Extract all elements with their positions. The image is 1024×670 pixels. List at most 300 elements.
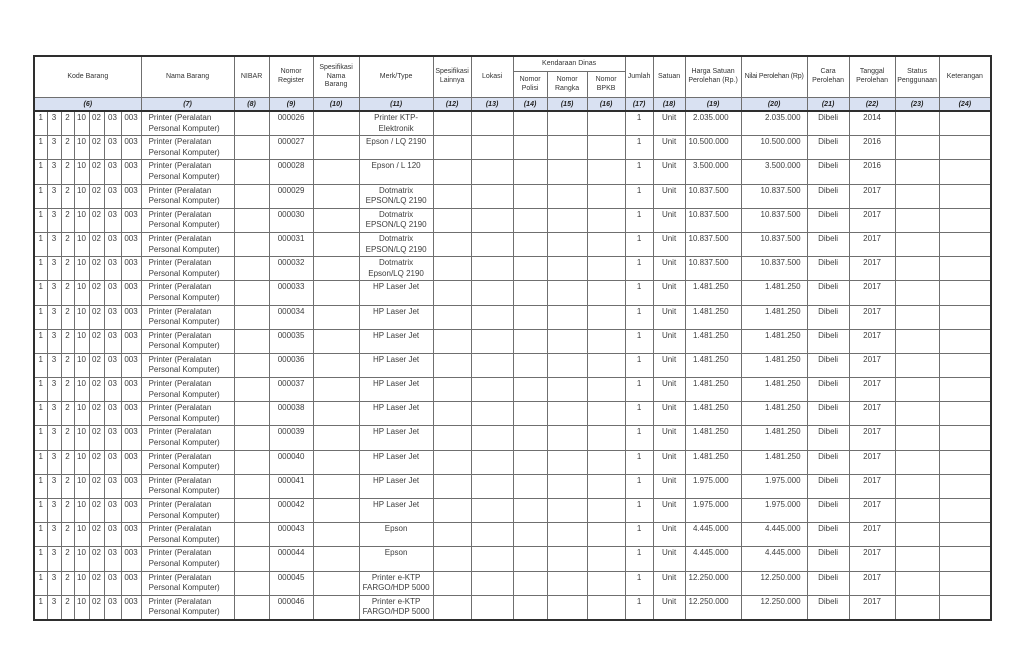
cell-tanggal-perolehan: 2014	[849, 111, 895, 136]
cell-spesifikasi-nama-barang	[313, 450, 359, 474]
colnum-21: (21)	[807, 98, 849, 112]
cell-kode-sub-kelompok: 10	[74, 257, 89, 281]
cell-kode-sub-sub-kelompok: 02	[89, 499, 104, 523]
cell-jumlah: 1	[625, 257, 653, 281]
cell-satuan: Unit	[653, 426, 685, 450]
cell-tanggal-perolehan: 2017	[849, 257, 895, 281]
header-nomor-rangka: Nomor Rangka	[547, 72, 587, 98]
cell-kode-bidang: 3	[47, 111, 61, 136]
cell-status-penggunaan	[895, 160, 939, 184]
cell-spesifikasi-nama-barang	[313, 547, 359, 571]
cell-satuan: Unit	[653, 111, 685, 136]
cell-kode-golongan: 1	[34, 499, 47, 523]
header-group-kendaraan-dinas: Kendaraan Dinas	[513, 56, 625, 72]
cell-kode-kelompok: 2	[61, 474, 74, 498]
cell-harga-satuan-perolehan: 3.500.000	[685, 160, 741, 184]
table-row	[34, 426, 991, 450]
cell-kode-7: 003	[121, 402, 141, 426]
cell-satuan: Unit	[653, 305, 685, 329]
cell-nomor-rangka	[547, 426, 587, 450]
cell-kode-sub-sub-kelompok: 02	[89, 595, 104, 620]
cell-status-penggunaan	[895, 329, 939, 353]
cell-spesifikasi-lainnya	[433, 595, 471, 620]
cell-jumlah: 1	[625, 232, 653, 256]
cell-nomor-rangka	[547, 450, 587, 474]
cell-nilai-perolehan: 2.035.000	[741, 111, 807, 136]
cell-nibar	[234, 571, 269, 595]
cell-kode-sub-kelompok: 10	[74, 547, 89, 571]
cell-status-penggunaan	[895, 353, 939, 377]
cell-nomor-rangka	[547, 353, 587, 377]
cell-tanggal-perolehan: 2017	[849, 329, 895, 353]
cell-cara-perolehan: Dibeli	[807, 257, 849, 281]
cell-nomor-register: 000039	[269, 426, 313, 450]
cell-nilai-perolehan: 1.481.250	[741, 305, 807, 329]
cell-spesifikasi-lainnya	[433, 426, 471, 450]
cell-nama-barang: Printer (Peralatan Personal Komputer)	[141, 450, 234, 474]
cell-cara-perolehan: Dibeli	[807, 232, 849, 256]
cell-nomor-register: 000029	[269, 184, 313, 208]
cell-kode-6: 03	[104, 305, 121, 329]
cell-nomor-polisi	[513, 571, 547, 595]
cell-spesifikasi-lainnya	[433, 160, 471, 184]
cell-harga-satuan-perolehan: 4.445.000	[685, 523, 741, 547]
cell-nomor-bpkb	[587, 160, 625, 184]
cell-kode-6: 03	[104, 184, 121, 208]
cell-nama-barang: Printer (Peralatan Personal Komputer)	[141, 499, 234, 523]
header-cara-perolehan: Cara Perolehan	[807, 56, 849, 98]
cell-kode-7: 003	[121, 281, 141, 305]
cell-keterangan	[939, 208, 991, 232]
cell-kode-kelompok: 2	[61, 402, 74, 426]
cell-tanggal-perolehan: 2017	[849, 571, 895, 595]
cell-spesifikasi-lainnya	[433, 257, 471, 281]
cell-spesifikasi-lainnya	[433, 232, 471, 256]
table-row	[34, 402, 991, 426]
cell-kode-kelompok: 2	[61, 499, 74, 523]
cell-kode-sub-sub-kelompok: 02	[89, 378, 104, 402]
cell-kode-6: 03	[104, 547, 121, 571]
cell-nilai-perolehan: 1.975.000	[741, 499, 807, 523]
cell-status-penggunaan	[895, 595, 939, 620]
cell-nomor-register: 000037	[269, 378, 313, 402]
cell-kode-7: 003	[121, 523, 141, 547]
cell-lokasi	[471, 474, 513, 498]
cell-satuan: Unit	[653, 257, 685, 281]
cell-status-penggunaan	[895, 184, 939, 208]
cell-cara-perolehan: Dibeli	[807, 426, 849, 450]
cell-nomor-register: 000041	[269, 474, 313, 498]
cell-keterangan	[939, 257, 991, 281]
cell-nama-barang: Printer (Peralatan Personal Komputer)	[141, 160, 234, 184]
cell-spesifikasi-lainnya	[433, 111, 471, 136]
asset-table-container	[33, 55, 992, 621]
colnum-15: (15)	[547, 98, 587, 112]
cell-keterangan	[939, 136, 991, 160]
cell-nomor-rangka	[547, 329, 587, 353]
cell-kode-sub-kelompok: 10	[74, 499, 89, 523]
cell-nibar	[234, 232, 269, 256]
cell-lokasi	[471, 160, 513, 184]
cell-nomor-register: 000038	[269, 402, 313, 426]
header-spesifikasi-nama-barang: Spesifikasi Nama Barang	[313, 56, 359, 98]
cell-tanggal-perolehan: 2016	[849, 160, 895, 184]
cell-kode-6: 03	[104, 450, 121, 474]
cell-harga-satuan-perolehan: 1.481.250	[685, 281, 741, 305]
cell-nomor-bpkb	[587, 499, 625, 523]
cell-cara-perolehan: Dibeli	[807, 571, 849, 595]
cell-kode-sub-sub-kelompok: 02	[89, 208, 104, 232]
cell-lokasi	[471, 136, 513, 160]
cell-tanggal-perolehan: 2017	[849, 281, 895, 305]
cell-kode-6: 03	[104, 499, 121, 523]
cell-kode-kelompok: 2	[61, 595, 74, 620]
cell-kode-kelompok: 2	[61, 232, 74, 256]
cell-jumlah: 1	[625, 571, 653, 595]
cell-kode-sub-sub-kelompok: 02	[89, 184, 104, 208]
cell-nomor-bpkb	[587, 232, 625, 256]
cell-kode-sub-sub-kelompok: 02	[89, 547, 104, 571]
cell-kode-golongan: 1	[34, 184, 47, 208]
cell-merk-type: Epson / LQ 2190	[359, 136, 433, 160]
cell-nomor-bpkb	[587, 474, 625, 498]
cell-nomor-register: 000042	[269, 499, 313, 523]
cell-keterangan	[939, 378, 991, 402]
cell-tanggal-perolehan: 2017	[849, 208, 895, 232]
cell-nomor-register: 000045	[269, 571, 313, 595]
cell-nilai-perolehan: 4.445.000	[741, 523, 807, 547]
cell-jumlah: 1	[625, 595, 653, 620]
cell-kode-bidang: 3	[47, 208, 61, 232]
cell-kode-sub-sub-kelompok: 02	[89, 426, 104, 450]
cell-keterangan	[939, 281, 991, 305]
cell-kode-sub-kelompok: 10	[74, 426, 89, 450]
cell-kode-sub-sub-kelompok: 02	[89, 111, 104, 136]
header-nomor-polisi: Nomor Polisi	[513, 72, 547, 98]
cell-nomor-rangka	[547, 474, 587, 498]
cell-kode-kelompok: 2	[61, 547, 74, 571]
cell-nomor-polisi	[513, 474, 547, 498]
cell-kode-bidang: 3	[47, 523, 61, 547]
cell-satuan: Unit	[653, 474, 685, 498]
cell-kode-6: 03	[104, 232, 121, 256]
cell-keterangan	[939, 523, 991, 547]
cell-harga-satuan-perolehan: 10.500.000	[685, 136, 741, 160]
asset-inventory-table	[33, 55, 992, 621]
cell-harga-satuan-perolehan: 1.975.000	[685, 474, 741, 498]
cell-merk-type: HP Laser Jet	[359, 329, 433, 353]
cell-kode-7: 003	[121, 353, 141, 377]
cell-spesifikasi-nama-barang	[313, 595, 359, 620]
cell-tanggal-perolehan: 2017	[849, 402, 895, 426]
cell-nama-barang: Printer (Peralatan Personal Komputer)	[141, 353, 234, 377]
cell-kode-sub-sub-kelompok: 02	[89, 353, 104, 377]
colnum-16: (16)	[587, 98, 625, 112]
cell-kode-7: 003	[121, 257, 141, 281]
cell-status-penggunaan	[895, 281, 939, 305]
cell-nomor-bpkb	[587, 595, 625, 620]
cell-nomor-rangka	[547, 257, 587, 281]
cell-kode-bidang: 3	[47, 402, 61, 426]
cell-kode-bidang: 3	[47, 281, 61, 305]
table-row	[34, 499, 991, 523]
cell-spesifikasi-lainnya	[433, 547, 471, 571]
cell-nomor-register: 000031	[269, 232, 313, 256]
header-status-penggunaan: Status Penggunaan	[895, 56, 939, 98]
cell-lokasi	[471, 305, 513, 329]
cell-nomor-polisi	[513, 595, 547, 620]
cell-kode-golongan: 1	[34, 208, 47, 232]
cell-status-penggunaan	[895, 523, 939, 547]
cell-nilai-perolehan: 1.481.250	[741, 450, 807, 474]
cell-spesifikasi-nama-barang	[313, 523, 359, 547]
cell-kode-6: 03	[104, 281, 121, 305]
cell-merk-type: Dotmatrix EPSON/LQ 2190	[359, 208, 433, 232]
cell-spesifikasi-lainnya	[433, 571, 471, 595]
cell-keterangan	[939, 402, 991, 426]
cell-jumlah: 1	[625, 378, 653, 402]
cell-nama-barang: Printer (Peralatan Personal Komputer)	[141, 232, 234, 256]
cell-lokasi	[471, 450, 513, 474]
cell-spesifikasi-nama-barang	[313, 257, 359, 281]
cell-kode-golongan: 1	[34, 523, 47, 547]
cell-kode-7: 003	[121, 426, 141, 450]
cell-kode-7: 003	[121, 547, 141, 571]
cell-nomor-polisi	[513, 257, 547, 281]
cell-kode-sub-sub-kelompok: 02	[89, 450, 104, 474]
cell-status-penggunaan	[895, 499, 939, 523]
cell-kode-6: 03	[104, 378, 121, 402]
cell-nomor-bpkb	[587, 208, 625, 232]
cell-satuan: Unit	[653, 232, 685, 256]
cell-nilai-perolehan: 3.500.000	[741, 160, 807, 184]
cell-jumlah: 1	[625, 160, 653, 184]
cell-spesifikasi-lainnya	[433, 208, 471, 232]
cell-kode-bidang: 3	[47, 547, 61, 571]
cell-kode-7: 003	[121, 595, 141, 620]
cell-merk-type: HP Laser Jet	[359, 353, 433, 377]
cell-nomor-polisi	[513, 232, 547, 256]
cell-nomor-polisi	[513, 208, 547, 232]
cell-tanggal-perolehan: 2017	[849, 450, 895, 474]
cell-cara-perolehan: Dibeli	[807, 353, 849, 377]
cell-nomor-register: 000036	[269, 353, 313, 377]
colnum-17: (17)	[625, 98, 653, 112]
cell-nibar	[234, 499, 269, 523]
cell-spesifikasi-lainnya	[433, 474, 471, 498]
cell-merk-type: HP Laser Jet	[359, 450, 433, 474]
cell-kode-sub-sub-kelompok: 02	[89, 474, 104, 498]
cell-satuan: Unit	[653, 499, 685, 523]
cell-nama-barang: Printer (Peralatan Personal Komputer)	[141, 474, 234, 498]
table-row	[34, 523, 991, 547]
cell-harga-satuan-perolehan: 12.250.000	[685, 571, 741, 595]
cell-harga-satuan-perolehan: 10.837.500	[685, 208, 741, 232]
table-row	[34, 160, 991, 184]
cell-status-penggunaan	[895, 257, 939, 281]
cell-kode-6: 03	[104, 160, 121, 184]
cell-kode-sub-kelompok: 10	[74, 378, 89, 402]
table-row	[34, 305, 991, 329]
cell-keterangan	[939, 184, 991, 208]
cell-nomor-rangka	[547, 378, 587, 402]
cell-nomor-bpkb	[587, 136, 625, 160]
cell-kode-bidang: 3	[47, 378, 61, 402]
cell-spesifikasi-lainnya	[433, 499, 471, 523]
cell-tanggal-perolehan: 2017	[849, 232, 895, 256]
cell-nomor-polisi	[513, 281, 547, 305]
cell-merk-type: Epson / L 120	[359, 160, 433, 184]
cell-nomor-register: 000043	[269, 523, 313, 547]
cell-nomor-bpkb	[587, 184, 625, 208]
cell-kode-bidang: 3	[47, 426, 61, 450]
cell-nama-barang: Printer (Peralatan Personal Komputer)	[141, 208, 234, 232]
cell-status-penggunaan	[895, 547, 939, 571]
cell-kode-sub-kelompok: 10	[74, 136, 89, 160]
cell-kode-6: 03	[104, 426, 121, 450]
cell-jumlah: 1	[625, 281, 653, 305]
cell-kode-sub-sub-kelompok: 02	[89, 232, 104, 256]
header-kode-barang: Kode Barang	[34, 56, 141, 98]
cell-nomor-polisi	[513, 111, 547, 136]
cell-nomor-rangka	[547, 499, 587, 523]
cell-nilai-perolehan: 10.837.500	[741, 184, 807, 208]
cell-nibar	[234, 329, 269, 353]
cell-kode-6: 03	[104, 111, 121, 136]
cell-harga-satuan-perolehan: 1.481.250	[685, 450, 741, 474]
cell-kode-golongan: 1	[34, 547, 47, 571]
cell-nibar	[234, 378, 269, 402]
cell-nomor-register: 000028	[269, 160, 313, 184]
cell-cara-perolehan: Dibeli	[807, 305, 849, 329]
cell-kode-6: 03	[104, 595, 121, 620]
colnum-10: (10)	[313, 98, 359, 112]
cell-kode-kelompok: 2	[61, 571, 74, 595]
cell-spesifikasi-nama-barang	[313, 402, 359, 426]
cell-merk-type: HP Laser Jet	[359, 402, 433, 426]
cell-nomor-polisi	[513, 378, 547, 402]
cell-nomor-rangka	[547, 136, 587, 160]
cell-jumlah: 1	[625, 547, 653, 571]
cell-satuan: Unit	[653, 184, 685, 208]
cell-nilai-perolehan: 1.481.250	[741, 329, 807, 353]
cell-nibar	[234, 474, 269, 498]
cell-nilai-perolehan: 1.481.250	[741, 281, 807, 305]
header-nomor-register: Nomor Register	[269, 56, 313, 98]
table-row	[34, 450, 991, 474]
cell-keterangan	[939, 353, 991, 377]
cell-nama-barang: Printer (Peralatan Personal Komputer)	[141, 595, 234, 620]
colnum-11: (11)	[359, 98, 433, 112]
cell-kode-kelompok: 2	[61, 523, 74, 547]
cell-nomor-bpkb	[587, 329, 625, 353]
cell-kode-golongan: 1	[34, 474, 47, 498]
cell-nomor-bpkb	[587, 426, 625, 450]
cell-spesifikasi-nama-barang	[313, 160, 359, 184]
cell-keterangan	[939, 160, 991, 184]
cell-kode-golongan: 1	[34, 160, 47, 184]
cell-kode-sub-kelompok: 10	[74, 232, 89, 256]
cell-kode-bidang: 3	[47, 257, 61, 281]
cell-kode-bidang: 3	[47, 305, 61, 329]
cell-nomor-rangka	[547, 523, 587, 547]
cell-kode-golongan: 1	[34, 305, 47, 329]
cell-harga-satuan-perolehan: 1.481.250	[685, 378, 741, 402]
cell-harga-satuan-perolehan: 4.445.000	[685, 547, 741, 571]
cell-kode-kelompok: 2	[61, 450, 74, 474]
cell-status-penggunaan	[895, 571, 939, 595]
table-row	[34, 281, 991, 305]
cell-kode-sub-kelompok: 10	[74, 523, 89, 547]
cell-nomor-polisi	[513, 547, 547, 571]
cell-merk-type: HP Laser Jet	[359, 305, 433, 329]
cell-cara-perolehan: Dibeli	[807, 184, 849, 208]
cell-kode-bidang: 3	[47, 499, 61, 523]
cell-nomor-polisi	[513, 353, 547, 377]
cell-spesifikasi-lainnya	[433, 329, 471, 353]
cell-nomor-rangka	[547, 208, 587, 232]
cell-spesifikasi-nama-barang	[313, 499, 359, 523]
cell-satuan: Unit	[653, 450, 685, 474]
cell-kode-sub-kelompok: 10	[74, 402, 89, 426]
cell-nilai-perolehan: 4.445.000	[741, 547, 807, 571]
cell-spesifikasi-nama-barang	[313, 426, 359, 450]
table-row	[34, 595, 991, 620]
cell-kode-bidang: 3	[47, 595, 61, 620]
cell-nibar	[234, 184, 269, 208]
cell-nomor-register: 000034	[269, 305, 313, 329]
cell-nilai-perolehan: 1.481.250	[741, 378, 807, 402]
table-row	[34, 474, 991, 498]
cell-nibar	[234, 160, 269, 184]
cell-kode-golongan: 1	[34, 281, 47, 305]
cell-nibar	[234, 208, 269, 232]
cell-nama-barang: Printer (Peralatan Personal Komputer)	[141, 305, 234, 329]
cell-jumlah: 1	[625, 111, 653, 136]
cell-lokasi	[471, 595, 513, 620]
cell-kode-sub-kelompok: 10	[74, 353, 89, 377]
colnum-13: (13)	[471, 98, 513, 112]
colnum-20: (20)	[741, 98, 807, 112]
cell-kode-kelompok: 2	[61, 353, 74, 377]
cell-cara-perolehan: Dibeli	[807, 111, 849, 136]
cell-merk-type: Printer KTP-Elektronik	[359, 111, 433, 136]
cell-kode-6: 03	[104, 402, 121, 426]
cell-satuan: Unit	[653, 378, 685, 402]
cell-spesifikasi-lainnya	[433, 378, 471, 402]
cell-kode-kelompok: 2	[61, 426, 74, 450]
cell-kode-bidang: 3	[47, 353, 61, 377]
cell-harga-satuan-perolehan: 1.481.250	[685, 305, 741, 329]
cell-nomor-register: 000046	[269, 595, 313, 620]
cell-kode-sub-kelompok: 10	[74, 184, 89, 208]
cell-kode-golongan: 1	[34, 232, 47, 256]
cell-kode-sub-kelompok: 10	[74, 111, 89, 136]
cell-nibar	[234, 402, 269, 426]
cell-satuan: Unit	[653, 402, 685, 426]
cell-satuan: Unit	[653, 353, 685, 377]
cell-spesifikasi-lainnya	[433, 402, 471, 426]
cell-kode-7: 003	[121, 232, 141, 256]
cell-spesifikasi-nama-barang	[313, 378, 359, 402]
cell-spesifikasi-nama-barang	[313, 305, 359, 329]
header-tanggal-perolehan: Tanggal Perolehan	[849, 56, 895, 98]
cell-kode-sub-kelompok: 10	[74, 281, 89, 305]
cell-kode-6: 03	[104, 571, 121, 595]
cell-merk-type: Dotmatrix Epson/LQ 2190	[359, 257, 433, 281]
cell-kode-sub-kelompok: 10	[74, 571, 89, 595]
cell-tanggal-perolehan: 2017	[849, 184, 895, 208]
